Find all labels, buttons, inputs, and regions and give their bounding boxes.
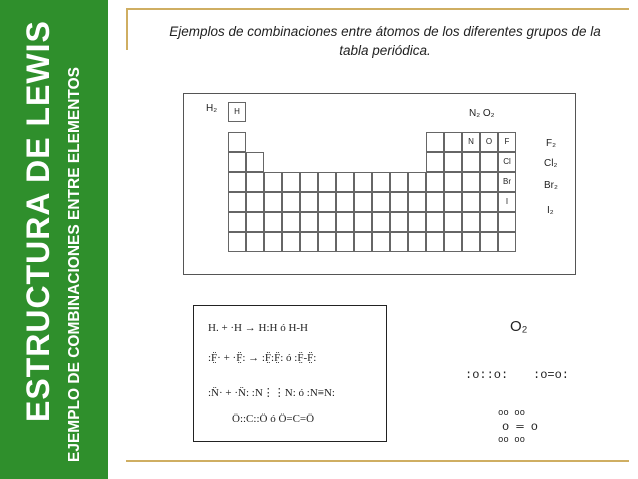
table-cell (318, 192, 336, 212)
o2-dots-single: :o::o: (465, 368, 509, 382)
table-cell (426, 132, 444, 152)
table-cell (390, 192, 408, 212)
table-cell (480, 132, 498, 152)
heading-line-2: tabla periódica. (339, 43, 431, 58)
table-cell (498, 172, 516, 192)
table-cell (498, 152, 516, 172)
element-symbol: Br (503, 177, 511, 186)
element-symbol: N (468, 137, 474, 146)
f2-label: F₂ (546, 138, 556, 149)
table-cell (462, 192, 480, 212)
sidebar (0, 0, 108, 479)
table-cell (336, 212, 354, 232)
table-cell (300, 172, 318, 192)
table-cell (462, 172, 480, 192)
left-rule (126, 8, 128, 50)
table-cell (426, 212, 444, 232)
table-cell (426, 152, 444, 172)
o2-dots-double: :o=o: (533, 368, 570, 382)
table-cell (480, 172, 498, 192)
table-cell (228, 152, 246, 172)
table-cell (372, 172, 390, 192)
table-cell (282, 172, 300, 192)
table-cell (480, 192, 498, 212)
sidebar-title: ESTRUCTURA DE LEWIS (20, 20, 56, 422)
table-cell (264, 232, 282, 252)
table-cell (228, 192, 246, 212)
table-cell (372, 212, 390, 232)
element-symbol: O (485, 137, 493, 146)
table-cell (264, 192, 282, 212)
table-cell (444, 172, 462, 192)
table-cell (498, 132, 516, 152)
o2-title: O₂ (510, 318, 528, 335)
table-cell (246, 192, 264, 212)
table-cell (354, 212, 372, 232)
table-cell (444, 132, 462, 152)
element-symbol: H (234, 107, 240, 116)
cl2-label: Cl₂ (544, 158, 558, 169)
table-cell (282, 232, 300, 252)
table-cell (300, 232, 318, 252)
element-symbol: I (505, 197, 509, 206)
table-cell (246, 152, 264, 172)
table-cell (282, 212, 300, 232)
table-cell (246, 172, 264, 192)
table-cell (444, 212, 462, 232)
table-cell (426, 172, 444, 192)
table-cell (462, 232, 480, 252)
o2-lone-pairs-bottom: oo oo (498, 435, 526, 445)
equation-co2: Ö::C::Ö ó Ö=C=Ö (232, 413, 315, 425)
table-cell (444, 232, 462, 252)
table-cell (336, 172, 354, 192)
table-cell (498, 192, 516, 212)
table-cell (264, 212, 282, 232)
table-cell (354, 172, 372, 192)
table-cell (408, 192, 426, 212)
table-cell (318, 212, 336, 232)
table-cell (408, 172, 426, 192)
equation-n2: :N̈· + ·N̈: :N⋮⋮N: ó :N≡N: (208, 387, 335, 399)
table-cell (282, 192, 300, 212)
table-cell (300, 192, 318, 212)
table-cell (336, 232, 354, 252)
o2-double-bond: o ═ o (502, 420, 539, 434)
table-cell (408, 232, 426, 252)
table-cell (246, 232, 264, 252)
table-cell (372, 232, 390, 252)
table-cell (498, 212, 516, 232)
h2-label: H₂ (206, 103, 218, 114)
lewis-structures-box (193, 305, 387, 442)
bottom-rule (126, 460, 629, 462)
table-cell (426, 192, 444, 212)
br2-label: Br₂ (544, 180, 558, 191)
table-cell (228, 132, 246, 152)
table-cell (228, 172, 246, 192)
top-rule (126, 8, 629, 10)
table-cell (264, 172, 282, 192)
table-cell (372, 192, 390, 212)
table-cell (390, 232, 408, 252)
table-cell (480, 232, 498, 252)
table-cell (498, 232, 516, 252)
sidebar-subtitle: EJEMPLO DE COMBINACIONES ENTRE ELEMENTOS (66, 66, 83, 462)
periodic-table (183, 93, 576, 275)
n2o2-label: N₂ O₂ (469, 108, 495, 119)
table-cell (390, 212, 408, 232)
table-cell (246, 212, 264, 232)
table-cell (444, 152, 462, 172)
i2-label: I₂ (547, 205, 554, 216)
table-cell (354, 232, 372, 252)
table-cell (318, 232, 336, 252)
table-cell (462, 132, 480, 152)
table-cell (228, 232, 246, 252)
table-cell (462, 212, 480, 232)
table-cell (228, 102, 246, 122)
equation-h2: H. + ·H → H:H ó H-H (208, 322, 308, 334)
table-cell (480, 152, 498, 172)
table-cell (390, 172, 408, 192)
element-symbol: Cl (503, 157, 511, 166)
slide-heading (150, 22, 620, 60)
table-cell (318, 172, 336, 192)
heading-line-1: Ejemplos de combinaciones entre átomos de los diferentes grupos de la (169, 24, 601, 39)
table-cell (408, 212, 426, 232)
table-cell (228, 212, 246, 232)
o2-lone-pairs-top: oo oo (498, 408, 526, 418)
table-cell (354, 192, 372, 212)
table-cell (444, 192, 462, 212)
table-cell (426, 232, 444, 252)
table-cell (462, 152, 480, 172)
table-cell (480, 212, 498, 232)
table-cell (336, 192, 354, 212)
equation-f2: :F̤̈· + ·F̤̈: → :F̤̈:F̤̈: ó :F̤̈-F̤̈: (208, 352, 317, 364)
table-cell (300, 212, 318, 232)
element-symbol: F (504, 137, 510, 146)
